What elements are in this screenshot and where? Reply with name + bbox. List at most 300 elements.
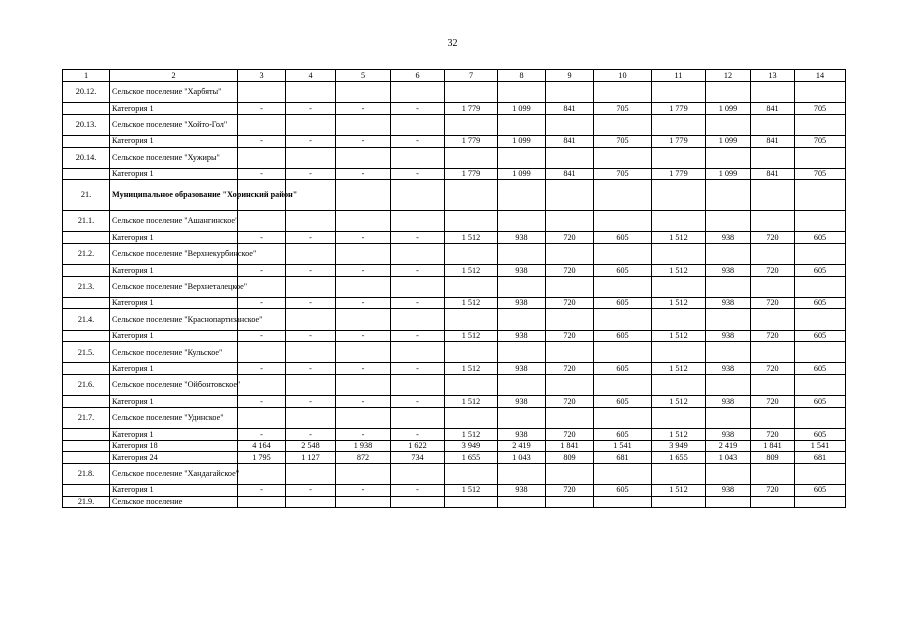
value-cell xyxy=(286,407,336,428)
value-cell xyxy=(546,463,594,484)
value-cell: 3 949 xyxy=(445,440,498,452)
row-label: Категория 1 xyxy=(110,297,238,309)
table-row xyxy=(63,407,846,428)
value-cell xyxy=(546,211,594,232)
value-cell: 938 xyxy=(498,429,546,441)
value-cell xyxy=(286,243,336,264)
value-cell: 1 512 xyxy=(445,396,498,408)
value-cell: 2 419 xyxy=(706,440,751,452)
table-row xyxy=(63,429,846,441)
value-cell xyxy=(795,211,846,232)
value-cell xyxy=(546,375,594,396)
row-label: Категория 1 xyxy=(110,396,238,408)
value-cell xyxy=(594,407,652,428)
value-cell xyxy=(652,342,706,363)
value-cell: - xyxy=(286,168,336,180)
value-cell xyxy=(652,407,706,428)
value-cell: 1 779 xyxy=(652,168,706,180)
table-body xyxy=(63,70,846,508)
value-cell: 1 512 xyxy=(652,363,706,375)
value-cell xyxy=(546,114,594,135)
value-cell xyxy=(238,496,286,508)
value-cell: 2 419 xyxy=(498,440,546,452)
value-cell xyxy=(751,276,795,297)
value-cell xyxy=(336,243,391,264)
value-cell xyxy=(795,276,846,297)
value-cell xyxy=(594,114,652,135)
value-cell: - xyxy=(238,232,286,244)
value-cell xyxy=(336,114,391,135)
value-cell: 1 512 xyxy=(652,429,706,441)
value-cell: 938 xyxy=(498,297,546,309)
value-cell xyxy=(594,82,652,103)
table-row xyxy=(63,135,846,147)
value-cell: 605 xyxy=(795,396,846,408)
value-cell xyxy=(652,375,706,396)
value-cell xyxy=(391,375,445,396)
value-cell: 720 xyxy=(546,232,594,244)
table-row xyxy=(63,440,846,452)
value-cell: 605 xyxy=(594,297,652,309)
value-cell: 809 xyxy=(546,452,594,464)
row-number: 20.13. xyxy=(63,114,110,135)
row-label: Сельское поселение "Хойто-Гол" xyxy=(110,114,238,135)
value-cell: 705 xyxy=(594,135,652,147)
value-cell xyxy=(286,309,336,330)
value-cell: - xyxy=(286,330,336,342)
value-cell xyxy=(445,407,498,428)
table-row xyxy=(63,484,846,496)
value-cell xyxy=(652,309,706,330)
value-cell xyxy=(546,407,594,428)
value-cell: 1 938 xyxy=(336,440,391,452)
value-cell: 605 xyxy=(594,232,652,244)
value-cell: 1 512 xyxy=(445,429,498,441)
value-cell: - xyxy=(238,297,286,309)
value-cell xyxy=(498,180,546,211)
value-cell: 605 xyxy=(795,330,846,342)
value-cell xyxy=(795,114,846,135)
row-label: Категория 1 xyxy=(110,265,238,277)
value-cell: - xyxy=(336,429,391,441)
value-cell: 720 xyxy=(751,297,795,309)
value-cell xyxy=(336,82,391,103)
value-cell: - xyxy=(238,168,286,180)
value-cell: 938 xyxy=(706,330,751,342)
value-cell xyxy=(336,407,391,428)
value-cell: 720 xyxy=(751,396,795,408)
header-cell: 1 xyxy=(63,70,110,82)
value-cell xyxy=(336,147,391,168)
value-cell: 720 xyxy=(546,484,594,496)
value-cell xyxy=(706,309,751,330)
value-cell xyxy=(751,407,795,428)
value-cell xyxy=(445,276,498,297)
value-cell xyxy=(238,463,286,484)
value-cell xyxy=(751,147,795,168)
value-cell xyxy=(652,147,706,168)
value-cell xyxy=(336,463,391,484)
value-cell: 605 xyxy=(594,396,652,408)
value-cell xyxy=(594,309,652,330)
value-cell xyxy=(445,82,498,103)
value-cell xyxy=(336,180,391,211)
value-cell xyxy=(498,114,546,135)
table-row xyxy=(63,147,846,168)
header-cell: 14 xyxy=(795,70,846,82)
value-cell xyxy=(795,375,846,396)
value-cell xyxy=(795,463,846,484)
value-cell xyxy=(706,276,751,297)
value-cell xyxy=(498,496,546,508)
table-row xyxy=(63,265,846,277)
header-cell: 9 xyxy=(546,70,594,82)
header-cell: 5 xyxy=(336,70,391,82)
value-cell: 938 xyxy=(706,484,751,496)
value-cell xyxy=(795,147,846,168)
row-label: Сельское поселение "Кульское" xyxy=(110,342,238,363)
table-row xyxy=(63,232,846,244)
value-cell: - xyxy=(336,396,391,408)
value-cell xyxy=(286,114,336,135)
value-cell: - xyxy=(336,232,391,244)
value-cell xyxy=(286,342,336,363)
value-cell: - xyxy=(238,103,286,115)
row-label: Категория 24 xyxy=(110,452,238,464)
header-cell: 8 xyxy=(498,70,546,82)
value-cell: 1 512 xyxy=(445,484,498,496)
value-cell: 841 xyxy=(751,168,795,180)
value-cell xyxy=(498,407,546,428)
value-cell xyxy=(652,114,706,135)
value-cell xyxy=(706,463,751,484)
value-cell xyxy=(594,276,652,297)
table-row xyxy=(63,363,846,375)
table-row xyxy=(63,330,846,342)
value-cell: 1 779 xyxy=(445,135,498,147)
value-cell: - xyxy=(391,297,445,309)
value-cell xyxy=(445,180,498,211)
value-cell xyxy=(751,211,795,232)
value-cell: - xyxy=(391,330,445,342)
value-cell: 938 xyxy=(706,429,751,441)
value-cell: 2 548 xyxy=(286,440,336,452)
value-cell xyxy=(652,180,706,211)
value-cell: 1 512 xyxy=(445,232,498,244)
value-cell: 605 xyxy=(795,429,846,441)
value-cell: 1 541 xyxy=(795,440,846,452)
value-cell xyxy=(498,375,546,396)
value-cell: 938 xyxy=(706,396,751,408)
value-cell xyxy=(706,243,751,264)
value-cell: 938 xyxy=(498,484,546,496)
value-cell xyxy=(391,407,445,428)
row-label: Сельское поселение "Верхнеталецкое" xyxy=(110,276,238,297)
value-cell xyxy=(546,243,594,264)
row-number xyxy=(63,135,110,147)
row-number: 21.5. xyxy=(63,342,110,363)
row-number: 21.2. xyxy=(63,243,110,264)
value-cell xyxy=(546,276,594,297)
row-label: Сельское поселение "Ашангинское" xyxy=(110,211,238,232)
value-cell xyxy=(706,496,751,508)
value-cell xyxy=(652,243,706,264)
value-cell: - xyxy=(391,484,445,496)
value-cell xyxy=(336,309,391,330)
value-cell: 720 xyxy=(751,429,795,441)
value-cell xyxy=(336,211,391,232)
value-cell xyxy=(546,342,594,363)
value-cell xyxy=(751,375,795,396)
value-cell: 1 099 xyxy=(498,103,546,115)
value-cell: 1 622 xyxy=(391,440,445,452)
value-cell xyxy=(594,463,652,484)
value-cell xyxy=(546,309,594,330)
value-cell: - xyxy=(336,103,391,115)
row-label: Категория 1 xyxy=(110,103,238,115)
value-cell xyxy=(594,147,652,168)
value-cell xyxy=(498,147,546,168)
value-cell xyxy=(286,463,336,484)
header-cell: 3 xyxy=(238,70,286,82)
header-cell: 13 xyxy=(751,70,795,82)
value-cell: 720 xyxy=(751,363,795,375)
value-cell: 1 043 xyxy=(706,452,751,464)
value-cell xyxy=(498,276,546,297)
row-number xyxy=(63,396,110,408)
table-row xyxy=(63,168,846,180)
row-label: Сельское поселение "Ойбонтовское" xyxy=(110,375,238,396)
value-cell: 605 xyxy=(795,484,846,496)
value-cell: - xyxy=(391,168,445,180)
value-cell xyxy=(391,211,445,232)
value-cell: 1 512 xyxy=(652,265,706,277)
header-cell: 10 xyxy=(594,70,652,82)
value-cell xyxy=(286,375,336,396)
row-label: Категория 1 xyxy=(110,232,238,244)
value-cell xyxy=(238,82,286,103)
table-row xyxy=(63,82,846,103)
value-cell: - xyxy=(286,265,336,277)
row-number xyxy=(63,484,110,496)
row-label: Категория 1 xyxy=(110,484,238,496)
value-cell: 605 xyxy=(594,484,652,496)
value-cell xyxy=(445,114,498,135)
value-cell xyxy=(391,276,445,297)
header-cell: 7 xyxy=(445,70,498,82)
value-cell xyxy=(498,309,546,330)
value-cell xyxy=(706,147,751,168)
row-number xyxy=(63,168,110,180)
value-cell: 1 512 xyxy=(445,297,498,309)
value-cell: 1 512 xyxy=(652,297,706,309)
table-row xyxy=(63,180,846,211)
value-cell xyxy=(336,375,391,396)
value-cell xyxy=(594,375,652,396)
value-cell xyxy=(498,211,546,232)
value-cell: - xyxy=(238,484,286,496)
row-number xyxy=(63,297,110,309)
row-number: 21. xyxy=(63,180,110,211)
value-cell xyxy=(498,342,546,363)
value-cell: 1 512 xyxy=(445,330,498,342)
table-row xyxy=(63,463,846,484)
value-cell: - xyxy=(286,363,336,375)
value-cell xyxy=(795,496,846,508)
value-cell xyxy=(391,82,445,103)
value-cell: 705 xyxy=(594,103,652,115)
value-cell: 734 xyxy=(391,452,445,464)
table-row xyxy=(63,309,846,330)
row-number: 21.4. xyxy=(63,309,110,330)
value-cell: - xyxy=(336,168,391,180)
value-cell xyxy=(594,211,652,232)
value-cell xyxy=(751,114,795,135)
value-cell: 605 xyxy=(594,265,652,277)
value-cell: 720 xyxy=(751,484,795,496)
value-cell: 681 xyxy=(795,452,846,464)
value-cell xyxy=(652,82,706,103)
header-cell: 6 xyxy=(391,70,445,82)
value-cell: - xyxy=(238,396,286,408)
value-cell xyxy=(706,82,751,103)
value-cell: 605 xyxy=(795,363,846,375)
row-number xyxy=(63,103,110,115)
value-cell: - xyxy=(238,429,286,441)
value-cell xyxy=(391,309,445,330)
value-cell: - xyxy=(391,103,445,115)
value-cell: 1 099 xyxy=(706,135,751,147)
value-cell xyxy=(751,463,795,484)
value-cell xyxy=(594,243,652,264)
value-cell: - xyxy=(391,363,445,375)
value-cell: 1 655 xyxy=(445,452,498,464)
value-cell: - xyxy=(336,484,391,496)
value-cell: - xyxy=(336,330,391,342)
table-row xyxy=(63,396,846,408)
row-label: Категория 1 xyxy=(110,135,238,147)
value-cell: 1 099 xyxy=(498,135,546,147)
value-cell: - xyxy=(286,103,336,115)
row-label: Категория 1 xyxy=(110,363,238,375)
value-cell: 1 512 xyxy=(652,232,706,244)
row-number xyxy=(63,363,110,375)
table-row xyxy=(63,375,846,396)
value-cell: 938 xyxy=(498,330,546,342)
value-cell xyxy=(445,211,498,232)
value-cell: 1 099 xyxy=(706,103,751,115)
value-cell xyxy=(445,243,498,264)
value-cell: 1 099 xyxy=(706,168,751,180)
value-cell xyxy=(706,375,751,396)
value-cell: - xyxy=(286,297,336,309)
value-cell: 1 512 xyxy=(652,484,706,496)
value-cell xyxy=(652,276,706,297)
table-row xyxy=(63,114,846,135)
value-cell xyxy=(594,180,652,211)
row-number: 21.6. xyxy=(63,375,110,396)
table-row xyxy=(63,496,846,508)
value-cell xyxy=(751,180,795,211)
value-cell: - xyxy=(336,265,391,277)
row-number xyxy=(63,452,110,464)
value-cell xyxy=(795,180,846,211)
value-cell xyxy=(546,82,594,103)
value-cell: 809 xyxy=(751,452,795,464)
value-cell xyxy=(498,243,546,264)
value-cell: 1 127 xyxy=(286,452,336,464)
value-cell: - xyxy=(238,135,286,147)
row-label: Категория 1 xyxy=(110,168,238,180)
value-cell xyxy=(336,276,391,297)
value-cell: 872 xyxy=(336,452,391,464)
value-cell xyxy=(751,309,795,330)
value-cell xyxy=(238,342,286,363)
row-number xyxy=(63,330,110,342)
table-row xyxy=(63,276,846,297)
value-cell xyxy=(751,243,795,264)
value-cell xyxy=(498,463,546,484)
value-cell xyxy=(238,147,286,168)
value-cell: 720 xyxy=(751,265,795,277)
value-cell: - xyxy=(391,135,445,147)
value-cell xyxy=(751,496,795,508)
value-cell xyxy=(286,496,336,508)
value-cell: - xyxy=(336,297,391,309)
value-cell: 1 795 xyxy=(238,452,286,464)
row-label: Сельское поселение "Краснопартизанское" xyxy=(110,309,238,330)
value-cell: 1 512 xyxy=(445,265,498,277)
value-cell xyxy=(336,496,391,508)
value-cell xyxy=(238,407,286,428)
value-cell: - xyxy=(286,135,336,147)
value-cell xyxy=(706,211,751,232)
value-cell: 605 xyxy=(795,297,846,309)
value-cell: 605 xyxy=(795,265,846,277)
value-cell: 938 xyxy=(706,265,751,277)
value-cell: 1 512 xyxy=(652,330,706,342)
row-number: 20.14. xyxy=(63,147,110,168)
value-cell: 1 541 xyxy=(594,440,652,452)
value-cell xyxy=(546,180,594,211)
value-cell: 1 841 xyxy=(751,440,795,452)
table-row xyxy=(63,211,846,232)
value-cell xyxy=(445,463,498,484)
value-cell xyxy=(336,342,391,363)
value-cell: 938 xyxy=(498,265,546,277)
value-cell xyxy=(795,309,846,330)
value-cell xyxy=(795,82,846,103)
value-cell xyxy=(652,211,706,232)
value-cell xyxy=(498,82,546,103)
value-cell: - xyxy=(391,265,445,277)
value-cell xyxy=(286,211,336,232)
value-cell xyxy=(445,342,498,363)
row-number: 21.8. xyxy=(63,463,110,484)
value-cell xyxy=(445,496,498,508)
value-cell: 720 xyxy=(546,265,594,277)
value-cell: 705 xyxy=(594,168,652,180)
row-label: Категория 1 xyxy=(110,330,238,342)
value-cell: 720 xyxy=(751,232,795,244)
table-row xyxy=(63,243,846,264)
value-cell: 681 xyxy=(594,452,652,464)
header-row xyxy=(63,70,846,82)
row-label: Сельское поселение "Хандагайское" xyxy=(110,463,238,484)
value-cell: 1 043 xyxy=(498,452,546,464)
row-label: Категория 1 xyxy=(110,429,238,441)
value-cell: 720 xyxy=(546,330,594,342)
